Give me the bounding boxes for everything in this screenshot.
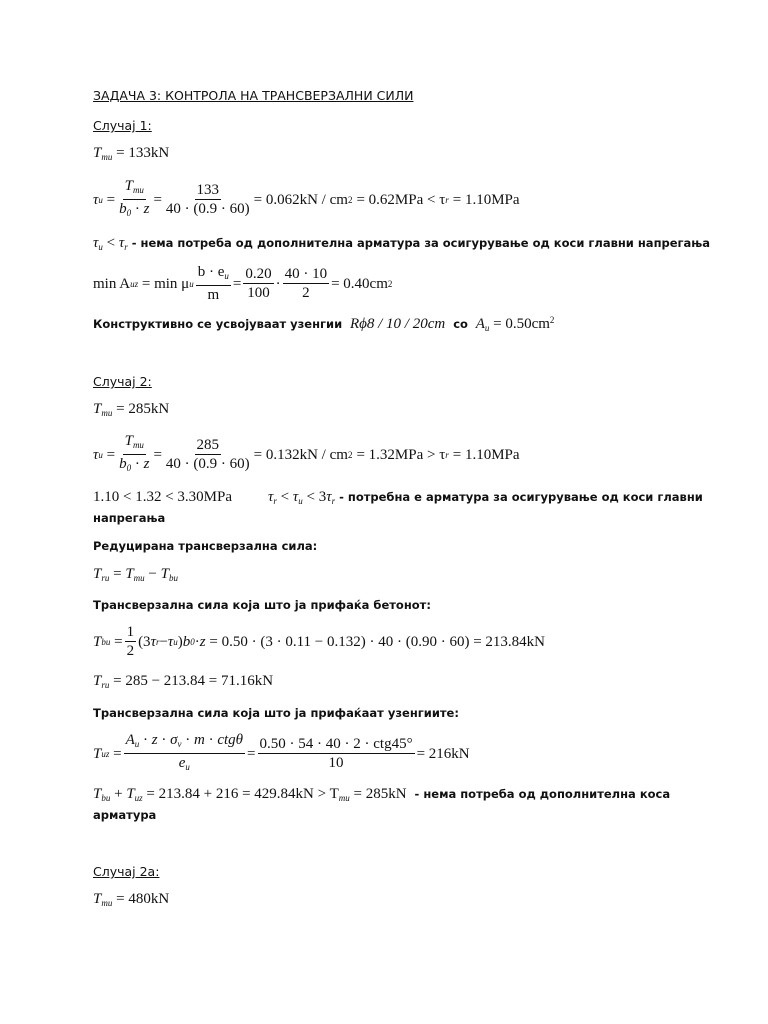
case1-tau-result-mpa: = 0.62MPa < τ <box>356 191 446 208</box>
case2-tbu-rhs: = 0.50 · (3 · 0.11 − 0.132) · 40 · (0.90 · 60) = 213.84kN <box>209 633 546 650</box>
case2-tuz-result: = 216kN <box>416 745 470 762</box>
case2-inequality-note: - потребна е арматура за осигурување од коси главни <box>339 490 703 504</box>
case2-inequality-line: 1.10 < 1.32 < 3.30MPa $\tau_r < \tau_u < 3\tau_r$ - потребна е арматура за осигурување од коси главни <box>93 489 703 506</box>
case1-note-line: $\tau_u < \tau_r$ - нема потреба од дополнителна арматура за осигурување од коси главни напрегања <box>93 235 711 252</box>
case2-sum-note: - нема потреба од дополнителна коса <box>414 787 671 801</box>
case1-tau-frac-symbolic: $\frac{T_{mu}}{b_0 \cdot z}$ <box>119 178 150 218</box>
case2-sum-line: $T_{bu} + T_{uz} = 213.84 + 216 = 429.84kN > T_{mu} = 285kN$ - нема потреба од дополнителна коса <box>93 786 671 803</box>
case1-so: со <box>453 317 468 331</box>
case2-tmu-formula: $T_{mu} = 285kN$ <box>93 401 170 418</box>
case2-tru-value: = 285 − 213.84 = 71.16kN <box>113 673 274 689</box>
case2a-tmu-formula: $T_{mu} = 480kN$ <box>93 891 170 908</box>
case1-tau-den: 40 · (0.9 · 60) <box>165 201 250 217</box>
case2-inequality-note-line2: напрегања <box>93 511 166 525</box>
case2-sum-eq2: = 285kN <box>353 786 407 802</box>
case1-tmu-value: 133kN <box>128 145 170 161</box>
case2-tau-result-limit: = 1.10MPa <box>452 446 520 463</box>
case2-tru-value-formula: $T_{ru} = 285 - 213.84 = 71.16kN$ <box>93 673 274 690</box>
case2-heading: Случај 2: <box>93 374 152 389</box>
case2-tau-formula: τ u = $\frac{T_{mu}}{b_0 \cdot z}$ = $\frac{285}{40 \cdot (0.9 \cdot 60)}$ = 0.132kN / cm 2 = 1.32MPa > τ r = 1.10MPa <box>93 433 520 477</box>
case2-tau-frac-symbolic: $\frac{T_{mu}}{b_0 \cdot z}$ <box>119 433 150 473</box>
case1-stirrup-spec: Rϕ8 / 10 / 20cm <box>349 316 446 332</box>
case2-tau-num: 285 <box>196 437 220 453</box>
case1-tau-result-limit: = 1.10MPa <box>452 191 520 208</box>
case2-tuz-frac-symbolic: $\frac{A_u \cdot z \cdot \sigma_v \cdot m \cdot ctg\theta}{e_u}$ <box>125 732 244 772</box>
case2a-heading: Случај 2а: <box>93 864 160 879</box>
case2-reduced-label: Редуцирана трансверзална сила: <box>93 539 318 553</box>
case1-min-area-frac3: $\frac{40 \cdot 10}{2}$ <box>284 266 328 301</box>
case1-tmu-formula: $T_{mu} = 133kN$ <box>93 145 170 162</box>
case2-tau-frac-numeric <box>164 437 252 473</box>
case1-heading: Случај 1: <box>93 118 152 133</box>
case2-tbu-half: $\frac{1}{2}$ <box>126 624 135 659</box>
case2-inequality: 1.10 < 1.32 < 3.30MPa <box>93 489 233 505</box>
case2-tbu-formula: T bu = $\frac{1}{2}$ (3 τ r − τ u ) b 0 · z = 0.50 · (3 · 0.11 − 0.132) · 40 · (0.90 · 60) = 213.84kN <box>93 624 546 659</box>
case1-note-text: - нема потреба од дополнителна арматура за осигурување од коси главни напрегања <box>131 236 711 250</box>
case1-tau-num: 133 <box>196 182 220 198</box>
case2-tuz-den: 10 <box>328 755 344 771</box>
case1-min-area-lhs: min A <box>93 275 131 292</box>
case1-min-area-mid: = min μ <box>141 275 190 292</box>
case2-tau-result-mpa: = 1.32MPa > τ <box>356 446 446 463</box>
case1-constructive-line: Конструктивно се усвојуваат узенгии Rϕ8 / 10 / 20cm со $A_u = 0.50cm^2$ <box>93 315 555 333</box>
case2-sum-eq: = 213.84 + 216 = 429.84kN > T <box>146 786 339 802</box>
case2a-tmu-value: 480kN <box>128 891 170 907</box>
case2-tuz-frac-numeric <box>258 736 415 772</box>
page-title: ЗАДАЧА 3: КОНТРОЛА НА ТРАНСВЕРЗАЛНИ СИЛИ <box>93 88 414 103</box>
case1-min-area-result: = 0.40cm <box>331 275 388 292</box>
case2-sum-note-line2: арматура <box>93 808 157 822</box>
case2-stirrups-label: Трансверзална сила која што ја прифаќаат узенгиите: <box>93 706 459 720</box>
case2-tuz-num: 0.50 · 54 · 40 · 2 · ctg45° <box>259 736 413 752</box>
case1-min-area-frac2: $\frac{0.20}{100}$ <box>245 266 272 301</box>
case2-tru-formula: $T_{ru} = T_{mu} - T_{bu}$ <box>93 566 178 583</box>
case1-tau-formula: τ u = $\frac{T_{mu}}{b_0 \cdot z}$ = $\frac{133}{40 \cdot (0.9 \cdot 60)}$ = 0.062kN / cm 2 = 0.62MPa < τ r = 1.10MPa <box>93 178 520 222</box>
case2-tau-den: 40 · (0.9 · 60) <box>165 456 250 472</box>
case2-tmu-value: 285kN <box>128 401 170 417</box>
case2-tuz-formula: T uz = $\frac{A_u \cdot z \cdot \sigma_v \cdot m \cdot ctg\theta}{e_u}$ = $\frac{\text{0.50 · 54 · 40 · 2 · ctg45°}}{10}$ = 216kN <box>93 732 470 776</box>
case1-tau-result: = 0.062kN / cm <box>253 191 348 208</box>
case1-min-area-formula: min A uz = min μ u $\frac{b \cdot e_u}{m}$ = $\frac{0.20}{100}$ · $\frac{40 \cdot 10}{2}$ = 0.40cm 2 <box>93 264 393 303</box>
case2-tau-result: = 0.132kN / cm <box>253 446 348 463</box>
case1-tau-frac-numeric <box>164 182 252 218</box>
case2-concrete-label: Трансверзална сила која што ја прифаќа бетонот: <box>93 598 431 612</box>
case1-stirrup-area: = 0.50cm <box>493 316 550 332</box>
case1-constructive-text: Конструктивно се усвојуваат узенгии <box>93 317 343 331</box>
case1-min-area-frac1: $\frac{b \cdot e_u}{m}$ <box>197 264 229 303</box>
